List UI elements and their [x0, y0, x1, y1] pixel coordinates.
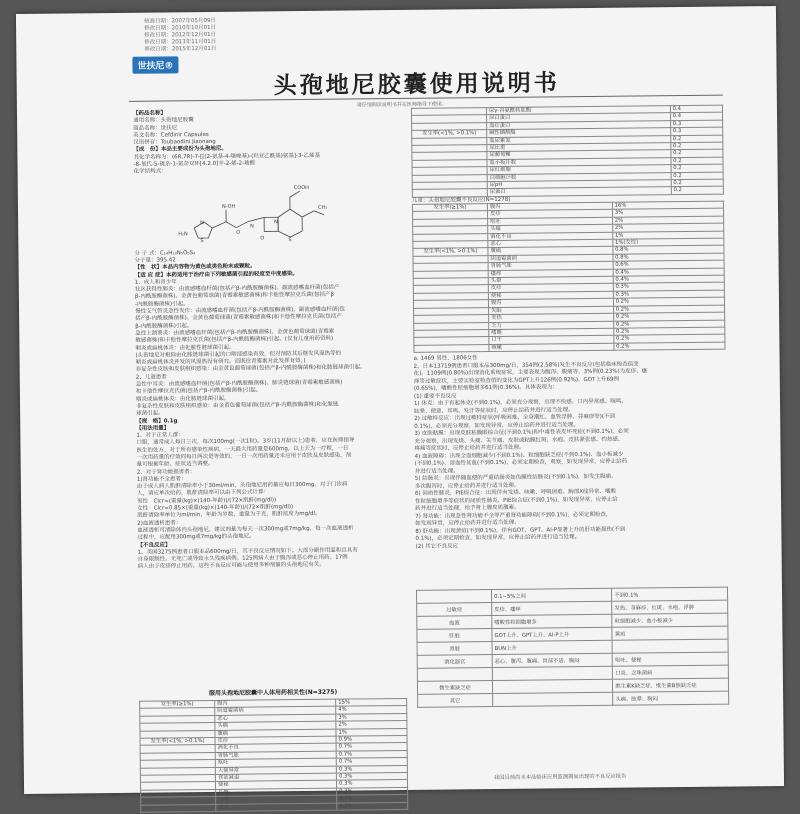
text-line: 2、日本13719例患者口服本品300mg/日，354例(2.58%)发生不良反应(包括临床检查值变: [414, 360, 726, 371]
text-line: 0.1%)，必须定期检查，如发现异常，应停止给药并进行适当处理。: [415, 533, 727, 544]
table-cell: 尿葡萄糖: [487, 150, 671, 159]
table-cell: [417, 668, 492, 682]
text-line: 肌酐清除率单位为ml/min，年龄为岁数，重量为千克，肌酐浓度为mg/dl。: [137, 510, 405, 520]
table-cell: 呕吐、便秘: [613, 652, 729, 666]
table-cell: 尿红细胞: [487, 165, 671, 174]
table-cell: 黄疸: [612, 626, 728, 640]
table-cell: 0.3%: [337, 780, 408, 788]
text-line: 急性中耳炎：由流感嗜血杆菌(包括产β-内酰胺酶菌株)、肺炎链球菌(青霉素敏感菌株): [136, 379, 404, 389]
text-line: 化)。1109例(0.80%)出现消化系统症状，主要表现为腹泻、腹痛等，3%例(0.23%)为皮疹、瘙: [414, 368, 726, 379]
text-line: 【药品名称】: [133, 108, 401, 118]
table-cell: 胃肠气胀: [215, 751, 336, 760]
table-cell: 口干: [216, 795, 337, 804]
table-cell: 便秘: [488, 291, 613, 300]
table-cell: 尿蛋白: [487, 187, 671, 196]
table-cell: 肾脏: [417, 642, 492, 656]
table-cell: 阴道霉菌病: [488, 254, 613, 263]
table-cell: 皮疹: [215, 736, 336, 745]
text-line: 性粒细胞增多等症状的间质性肺炎、PIE综合征(不到0.1%)，如发现异常，应停止给: [415, 495, 727, 506]
table-cell: 腹泻: [215, 699, 336, 708]
table-cell: 皮疹: [488, 210, 613, 219]
table-cell: 0.2: [670, 142, 722, 150]
table-cell: 失眠: [489, 306, 614, 315]
text-line: 急性上颌窦炎：由流感嗜血杆菌(包括产β-内酰胺酶菌株)、金黄色葡萄球菌(青霉素: [135, 328, 403, 338]
instruction-sheet: [16, 6, 784, 794]
table-cell: 咳嗽: [489, 343, 614, 352]
svg-text:O: O: [236, 229, 240, 235]
table-cell: 口干: [489, 336, 614, 345]
table-cell: 血液: [417, 616, 492, 630]
table-cell: 3%: [336, 713, 407, 721]
text-line: 3) 皮肤粘膜：出现皮肤粘膜眼综合征(不到0.1%)和中毒性表皮坏死症(不到0.1%)，必须: [414, 428, 726, 439]
table-cell: 消化器官: [417, 655, 492, 669]
table-cell: 0.3%: [613, 283, 724, 292]
children-table-title: 儿童：头孢地尼胶囊不良反应(N=1278): [412, 195, 511, 204]
text-line: 非复杂性皮肤和皮肤组织感染：由金黄色葡萄球菌(包括产β-内酰胺酶菌株)和化脓链球菌引起。: [136, 364, 404, 374]
text-line: 咽炎或扁桃体炎并发的风湿热没有研究。而既往青霉素对此发挥有效。): [136, 357, 404, 367]
right-mid-table: [412, 201, 726, 353]
text-line: 1、成人和青少年: [135, 277, 403, 287]
text-line: 1) 休克：由于有起休克(不到0.1%)，必须充分观察，出现不快感、口内异常感、喘鸣、: [414, 398, 726, 409]
text-line: 4) 血液障碍：出现全血细胞减少(不到0.1%)、粒细胞缺乏症(不到0.1%)、血小板减少: [415, 450, 727, 461]
svg-text:N: N: [274, 219, 278, 225]
table-cell: 嗜睡: [489, 328, 614, 337]
table-cell: [493, 692, 613, 706]
table-cell: 0.3%: [613, 290, 724, 299]
table-cell: 恶心: [215, 714, 336, 723]
table-cell: 16%: [612, 201, 723, 210]
table-cell: 头晕: [488, 276, 613, 285]
table-cell: 皮疹: [488, 284, 613, 293]
text-line: 8) 肝功能：出现黄疸(不到0.1%)，伴有GOT、GPT、Al-P显著上升的肝功能损伤(不到: [415, 525, 727, 536]
table-cell: 发生率(≥1%): [140, 700, 215, 708]
text-line: 括产β-内酰胺酶菌株)、金黄色葡萄球菌(青霉素敏感菌株)和卡他性摩拉克氏菌(包括产: [135, 313, 403, 323]
left-column: [133, 108, 406, 572]
table-cell: 不到0.1%: [612, 587, 728, 601]
table-cell: 恶心: [488, 239, 613, 248]
table-cell: 0.9%: [336, 735, 407, 743]
table-cell: 0.3: [670, 120, 722, 128]
table-row: [141, 802, 408, 812]
stamp-line: 核准日期：2007年05月09日: [144, 18, 216, 26]
reading-note: 请仔细阅读说明书并在医师指导下使用。: [357, 100, 447, 108]
table-cell: 食欲减退: [215, 773, 336, 782]
svg-text:S: S: [288, 237, 291, 243]
text-line: 1、美国3275例患者口服本品600mg/日，其不良反应情况如下。大部分副作用温和且具有: [138, 547, 406, 557]
text-line: 和卡他性摩拉克氏菌(包括产β-内酰胺酶菌株)引起。: [136, 386, 404, 396]
text-line: 女性 Clcr=0.85×(重量(kg)×(140-年龄))/(72×肌酐(mg/dl)): [137, 503, 405, 513]
table-cell: 消化不良: [488, 232, 613, 241]
table-cell: 腹泻: [488, 299, 613, 308]
table-cell: 发生率(<1%, >0.1%): [412, 130, 487, 138]
text-line: 多次腹泻时，应停止给药并进行适当处理。: [415, 480, 727, 491]
text-line: β-内酰胺酶菌株)引起。: [135, 321, 403, 331]
svg-text:N: N: [200, 220, 204, 226]
page-title: 头孢地尼胶囊使用说明书: [217, 64, 617, 101]
svg-text:COOH: COOH: [294, 185, 309, 191]
table-cell: 0.2: [671, 187, 723, 195]
table-cell: 乏力: [216, 803, 337, 812]
text-line: (2) 其它不良反应: [416, 540, 728, 551]
text-line: 汉语拼音：Toubaodini Jiaonang: [133, 137, 401, 147]
table-row: [418, 691, 729, 707]
text-line: 过程中，应配用300mg或7mg/kg的头孢地尼。: [137, 532, 405, 542]
table-cell: 尿比重: [487, 143, 671, 152]
table-cell: 0.2%: [613, 297, 724, 306]
text-line: 疼痛等症状时，应停止给药并进行适当处理。: [414, 443, 726, 454]
table-cell: 2%: [612, 216, 723, 225]
table-cell: 0.2%: [613, 334, 724, 343]
table-cell: 嗜酸性粒细胞增多: [492, 614, 612, 628]
table-cell: 乏力: [489, 321, 614, 330]
table-cell: 发生率(≥1%): [412, 204, 487, 212]
table-cell: 3%: [612, 209, 723, 218]
chemical-structure: [174, 176, 345, 248]
table-cell: 0.8%: [613, 246, 724, 255]
text-line: 【成 份】本品主要成份为头孢地尼。: [133, 144, 401, 154]
table-cell: 2%: [612, 223, 723, 232]
table-cell: 0.7%: [336, 750, 407, 758]
text-line: 【不良反应】: [137, 539, 405, 549]
table-cell: 血小板计数: [487, 157, 671, 166]
table-cell: 胃肠气胀: [488, 262, 613, 271]
table-cell: 微生素缺乏症: [417, 681, 492, 695]
table-cell: 0.6%: [613, 260, 724, 269]
text-line: 由于成人病人肌酐清除率小于30ml/min，头孢地尼用药量应每日300mg。对于门诊病: [137, 481, 405, 491]
molecular-weight: 分子量：395.42: [134, 255, 402, 265]
table-cell: 腹痛: [215, 729, 336, 738]
text-line: 2)血液透析患者：: [137, 518, 405, 528]
table-cell: 阴道霉菌病: [215, 707, 336, 716]
table-cell: 0.2: [670, 135, 722, 143]
left-adverse-table: [139, 698, 408, 813]
svg-text:N-OH: N-OH: [222, 203, 236, 209]
table-cell: 尿pH: [487, 180, 671, 189]
table-cell: [141, 804, 216, 812]
text-line: 病人由于皮疹停止用药。这些不良反应可能与使用多种剂量的头孢地尼有关。: [138, 561, 406, 571]
table-cell: 1%: [612, 231, 723, 240]
text-line: 2) 过敏样反应：出现过敏样症状(呼吸困难、全身潮红、血管浮肿、荨麻疹等)(不到: [414, 413, 726, 424]
table-cell: 呕吐: [488, 217, 613, 226]
text-line: 痒等过敏症状，主要实验室检查值的变化为GPT上升126例(0.92%)，GOT上升69例: [414, 375, 726, 386]
text-line: 自身限制性。无死亡或导致永久残疾病例。125例病人由于腹泻或恶心停止用药。17例: [138, 554, 406, 564]
text-line: 医生的处方，对于所有感染性疾病，一天最大用药量是600mg，以上天为一疗程，一日: [136, 445, 404, 455]
text-line: 充分观察，出现发烧、头痛、关节痛、皮肤或粘膜红斑、水疱、皮肤紧张感、灼热感、: [414, 435, 726, 446]
table-cell: 呕吐: [215, 758, 336, 767]
svg-text:N: N: [250, 223, 254, 229]
left-paragraphs-body: [135, 262, 406, 571]
table-cell: [492, 679, 612, 693]
table-cell: GOT上升、GPT上升、Al-P上升: [492, 627, 612, 641]
structure-diagram: [174, 176, 345, 248]
stamp-line: 修改日期：2013年11月01日: [144, 39, 216, 47]
table-cell: 0.2%: [613, 312, 724, 321]
table-cell: 发热: [489, 313, 614, 322]
table-cell: 头痛: [488, 224, 613, 233]
table-cell: [416, 590, 491, 604]
svg-text:H₂N: H₂N: [178, 231, 188, 237]
stamp-line: 修改日期：2012年12月01日: [144, 32, 216, 40]
text-line: 敏感菌株)和卡他性摩拉克氏菌(包括产β-内酰胺酶菌株)引起。(仅有儿童用药资料): [135, 335, 403, 345]
table-cell: 发热、荨麻疹、红斑、水疱、浮肿: [612, 600, 728, 614]
text-line: 球菌引起。: [136, 408, 404, 418]
table-cell: 0.3: [670, 127, 722, 135]
table-cell: 血红蛋白: [487, 120, 671, 129]
table-cell: 0.2%: [613, 320, 724, 329]
text-line: 1)肾功能不全患者：: [137, 474, 405, 484]
footer-note: 我国目前尚未本品临床应用监测期间出现的不良反应报告: [494, 772, 627, 781]
table-cell: 口炎、念珠菌病: [613, 665, 729, 679]
stamp-line: 修改日期：2015年12月01日: [144, 46, 216, 54]
text-line: (0.65%)，嗜酸性粒细胞增多61例(0.36%)。具体表现为：: [414, 383, 726, 394]
table-cell: 血尿素氮: [487, 135, 671, 144]
text-line: 英文名称：Cefdinir Capsules: [133, 130, 401, 140]
table-cell: 1%: [336, 728, 407, 736]
table-cell: 发生率(<1%, >0.1%): [413, 248, 488, 256]
svg-text:S: S: [200, 238, 203, 244]
table-cell: 维生素K缺乏症、维生素B族缺乏症: [613, 678, 729, 692]
table-cell: 0.2: [671, 172, 723, 180]
svg-text:O: O: [260, 235, 264, 241]
table-cell: 0.4%: [613, 275, 724, 284]
text-line: 并进行适当处理。: [415, 465, 727, 476]
table-cell: 发生率(<1%, >0.1%): [140, 737, 215, 745]
text-line: 非复杂性皮肤和皮肤组织感染：由金黄色葡萄球菌(包括产β-内酰胺酶菌株)和化脓链: [136, 401, 404, 411]
table-cell: 0.3%: [337, 795, 408, 803]
stamp-line: 修改日期：2010年10月01日: [144, 25, 216, 33]
text-line: 社区获得性肺炎：由流感嗜血杆菌(包括产β-内酰胺酶菌株)、副流感嗜血杆菌(包括产: [135, 284, 403, 294]
text-line: 一次用药量的疗效同每日两次是等效的，一日一次用药量还未应用于皮肤及皮肤感染，剂: [137, 452, 405, 462]
table-cell: 0.3%: [336, 773, 407, 781]
table-cell: 0.2%: [613, 327, 724, 336]
brand-logo: 世扶尼®: [132, 56, 178, 73]
text-line: 2、儿童患者: [136, 372, 404, 382]
table-cell: 头晕: [216, 788, 337, 797]
text-line: 咽炎或扁桃体炎：由化脓性链球菌引起。: [135, 342, 403, 352]
table-cell: 粒细胞减少、血小板减少: [612, 613, 728, 627]
table-cell: 瘙痒: [488, 269, 613, 278]
text-line: 【用法用量】: [136, 423, 404, 433]
table-cell: 腹泻: [487, 202, 612, 211]
text-line: 咽炎或扁桃体炎：由化脓链球菌引起。: [136, 394, 404, 404]
table-cell: 0.4: [670, 113, 722, 121]
text-line: 如发现异常，应停止给药并进行适当处理。: [415, 518, 727, 529]
table-cell: 0.2: [671, 150, 723, 158]
approval-dates: [144, 18, 216, 54]
table-cell: 恶心、腹泻、腹痛、胃部不适、胸闷: [492, 653, 612, 667]
text-line: β-内酰胺酶菌株)、金黄色葡萄球菌(青霉素敏感菌株)和卡他性摩拉克氏菌(包括产β: [135, 291, 403, 301]
text-line: (头孢地尼对根除由化脓链球菌引起的口咽部感染有效，但对预防其后继发风湿热等的: [135, 350, 403, 360]
text-line: 5) 结肠炎：出现伴随血便的严重结肠炎如伪膜性结肠炎(不到0.1%)，如发生腹痛、: [415, 473, 727, 484]
table-cell: 消化不良: [215, 744, 336, 753]
text-line: 血液透析可清除体内头孢地尼，建议剂量为每天一次300mg或7mg/kg，每一次血液透析: [137, 525, 405, 535]
text-line: 眩晕、便意、耳鸣、发汗等症状时，应停止给药并进行适当处理。: [414, 405, 726, 416]
text-line: a. 1469 男性，1806女性: [414, 353, 726, 364]
text-line: 其化学名称为：(6R,7R)-7-[[(2-氨基-4-噻唑基)-(羟亚乙酰基)氨基]-3-乙烯基: [133, 152, 401, 162]
other-adverse-table: [416, 587, 729, 708]
table-cell: 尿白蛋白: [487, 113, 671, 122]
left-paragraphs-top: [133, 108, 402, 176]
table-cell: [612, 639, 728, 653]
table-cell: 头痛: [215, 721, 336, 730]
table-cell: 4%: [336, 706, 407, 714]
table-cell: 0.2: [671, 179, 723, 187]
molecular-formula: 分 子 式：C₁₄H₁₃N₅O₅S₂: [134, 248, 402, 258]
table-cell: 0.2%: [613, 305, 724, 314]
table-cell: [414, 344, 489, 352]
text-line: 量可根据年龄、症状适当调整。: [137, 459, 405, 469]
table-cell: 1%(女性): [612, 238, 723, 247]
table-cell: 0.3%: [337, 787, 408, 795]
table-cell: 便秘: [215, 781, 336, 790]
table-cell: 2%: [336, 721, 407, 729]
right-top-table: [411, 105, 724, 198]
text-line: 7) 肾功能：出现急性肾功能不全等严重肾功能障碍(不到0.1%)，必须定期检查，: [415, 510, 727, 521]
text-line: 【规 格】0.1g: [136, 415, 404, 425]
table-cell: 0.2: [671, 164, 723, 172]
table-cell: 其它: [418, 694, 493, 708]
text-line: (不到0.1%)、溶血性贫血(不到0.1%)，必须定期检查，观察，如发现异常，应停止给药: [415, 458, 727, 469]
table-cell: BUN上升: [492, 640, 612, 654]
table-cell: 皮疹、瘙痒: [492, 601, 612, 615]
left-table-title: 服用头孢地尼胶囊中人体用药相关性(N=3275): [139, 686, 407, 698]
table-cell: 0.2: [671, 157, 723, 165]
table-cell: 0.7%: [336, 743, 407, 751]
text-line: -内酰胺酶菌株)引起。: [135, 299, 403, 309]
table-cell: 碱性磷酸酶: [487, 128, 671, 137]
table-cell: 0.1~5%之间: [491, 588, 611, 602]
text-line: 男性 Clcr=(重量(kg)×(140-年龄))/(72×肌酐(mg/dl)): [137, 496, 405, 506]
table-cell: 0.2%: [614, 342, 725, 351]
table-cell: 0.7%: [336, 758, 407, 766]
text-line: 口服，通常成人每日三次，每次100mg(一次1粒)。3岁(11月龄以上)患者，应在医师指导: [136, 437, 404, 447]
text-line: -8-氧代-5-硫杂-1-氮杂双环[4.2.0]辛-2-烯-2-羧酸: [133, 159, 401, 169]
table-cell: 腹痛: [488, 247, 613, 256]
text-line: 【性 状】本品内容物为黄色或类色粉末或颗粒。: [135, 262, 403, 272]
svg-text:CH₂: CH₂: [318, 204, 327, 210]
text-line: 药并进行适当处理，给予肾上腺皮质激素。: [415, 503, 727, 514]
text-line: 通用名称：头孢地尼胶囊: [133, 115, 401, 125]
table-cell: 白细胞计数: [487, 172, 671, 181]
table-cell: 0.2%: [337, 802, 408, 810]
table-cell: 肝脏: [417, 629, 492, 643]
text-line: 6) 间质性肺炎，PIE综合征：出现伴有发烧、咳嗽、呼吸困难、胸部X线异常、嗜酸: [415, 488, 727, 499]
right-paragraphs: [414, 353, 728, 551]
table-cell: 大便异常: [215, 766, 336, 775]
text-line: (1) 重要不良反应: [414, 390, 726, 401]
table-cell: [492, 666, 612, 680]
table-cell: 0.4: [670, 105, 722, 113]
text-line: 0.1%)，必须充分观察，如发现异常，应停止给药并进行适当处理。: [414, 420, 726, 431]
text-line: 商品名称：世扶尼: [133, 123, 401, 133]
table-cell: 0.4%: [613, 268, 724, 277]
table-cell: 0.3%: [336, 765, 407, 773]
text-line: 慢性支气管炎急性发作：由流感嗜血杆菌(包括产β-内酰胺酶菌株)、副流感嗜血杆菌(包: [135, 306, 403, 316]
text-line: 【适 应 症】本药适用于治疗由下列敏感菌引起的轻度至中度感染。: [135, 270, 403, 280]
table-cell: 尿γ-谷氨酰转肽酶: [486, 106, 670, 115]
text-line: 2、对于肾功能损害者：: [137, 467, 405, 477]
text-line: 化学结构式：: [134, 166, 402, 176]
text-line: 1、对于正常人群：: [136, 430, 404, 440]
table-cell: 15%: [336, 698, 407, 706]
table-cell: 头痛、眩晕、胸闷: [613, 691, 729, 705]
table-cell: 0.8%: [613, 253, 724, 262]
text-line: 人，请应单次给药，肌酐清除率可以由下列公式计算：: [137, 488, 405, 498]
table-cell: 过敏症: [417, 603, 492, 617]
